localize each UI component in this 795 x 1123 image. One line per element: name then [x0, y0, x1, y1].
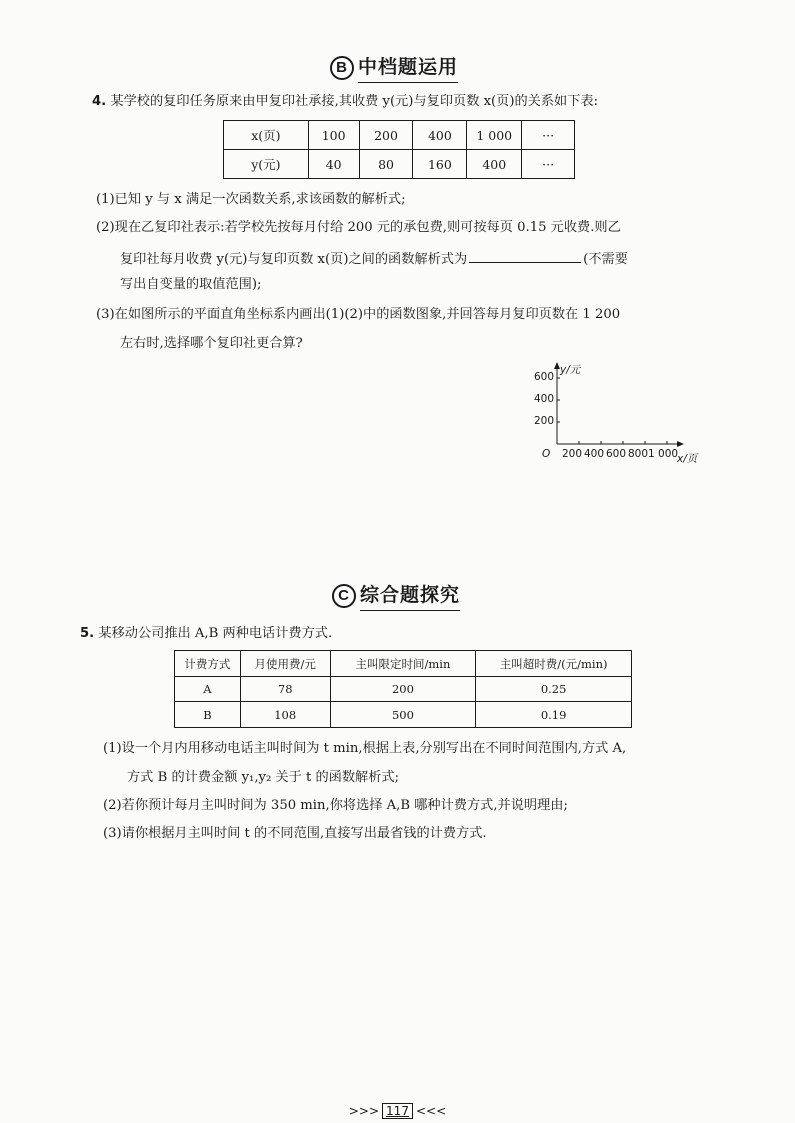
q4-cell: ···	[522, 150, 575, 179]
page-footer	[0, 1103, 795, 1119]
q5-header-cell: 计费方式	[175, 651, 241, 677]
q5-stem: 某移动公司推出 A,B 两种电话计费方式.	[98, 626, 333, 641]
q4-part2-line1: (2)现在乙复印社表示:若学校先按每月付给 200 元的承包费,则可按每页 0.15 元收费.则乙	[96, 220, 621, 235]
footer-left-arrows: >>>	[348, 1104, 380, 1118]
y-tick-label: 600	[534, 371, 555, 383]
q4-table-row	[224, 150, 575, 179]
q5-cell: 200	[330, 677, 476, 702]
q5-part1-line2: 方式 B 的计费金额 y₁,y₂ 关于 t 的函数解析式;	[127, 770, 400, 785]
x-tick-label: 400	[584, 448, 605, 460]
footer-right-arrows: <<<	[415, 1104, 447, 1118]
x-tick-label: 600	[606, 448, 627, 460]
q5-table-row	[175, 702, 632, 728]
q4-part1: (1)已知 y 与 x 满足一次函数关系,求该函数的解析式;	[96, 192, 406, 207]
x-axis-arrow	[677, 441, 684, 447]
q4-cell: x(页)	[224, 121, 309, 150]
x-axis-label: x/页	[677, 453, 698, 465]
section-b-title: 中档题运用	[358, 52, 458, 83]
q5-cell: A	[175, 677, 241, 702]
q5-part3: (3)请你根据月主叫时间 t 的不同范围,直接写出最省钱的计费方式.	[103, 826, 487, 841]
q5-cell: B	[175, 702, 241, 728]
q5-stem-line	[80, 625, 332, 643]
q4-cell: ···	[522, 121, 575, 150]
q4-cell: 40	[308, 150, 359, 179]
q4-cell: 400	[413, 121, 467, 150]
q4-part3-line1: (3)在如图所示的平面直角坐标系内画出(1)(2)中的函数图象,并回答每月复印页数在 1 200	[96, 307, 621, 322]
y-tick-label: 200	[534, 415, 555, 427]
q5-table	[174, 650, 632, 728]
section-b-header	[330, 52, 458, 83]
q4-cell: 160	[413, 150, 467, 179]
q4-part2-line2	[120, 248, 628, 269]
origin-label: O	[542, 448, 551, 460]
x-tick-label: 1 000	[648, 448, 679, 460]
q5-header-cell: 月使用费/元	[240, 651, 330, 677]
q5-part2: (2)若你预计每月主叫时间为 350 min,你将选择 A,B 哪种计费方式,并说明理由;	[103, 798, 568, 813]
q4-table	[223, 120, 575, 179]
q4-part2-text: 复印社每月收费 y(元)与复印页数 x(页)之间的函数解析式为	[120, 252, 468, 267]
q5-table-row	[175, 677, 632, 702]
q5-cell: 0.25	[476, 677, 632, 702]
q4-cell: 100	[308, 121, 359, 150]
q5-cell: 500	[330, 702, 476, 728]
q5-header-cell: 主叫超时费/(元/min)	[476, 651, 632, 677]
section-c-badge: C	[332, 584, 356, 608]
q5-cell: 0.19	[476, 702, 632, 728]
y-tick-label: 400	[534, 393, 555, 405]
y-axis-label: y/元	[560, 364, 581, 376]
q4-table-row	[224, 121, 575, 150]
q5-part1-line1: (1)设一个月内用移动电话主叫时间为 t min,根据上表,分别写出在不同时间范围内,方式 A,	[103, 741, 627, 756]
section-c-header	[332, 580, 460, 611]
q4-stem: 某学校的复印任务原来由甲复印社承接,其收费 y(元)与复印页数 x(页)的关系如下表:	[110, 94, 599, 109]
q4-cell: 80	[359, 150, 413, 179]
q4-stem-line	[92, 93, 598, 111]
q5-cell: 108	[240, 702, 330, 728]
section-c-title: 综合题探究	[360, 580, 460, 611]
q4-number: 4.	[92, 94, 107, 109]
q4-cell: 1 000	[467, 121, 522, 150]
x-tick-label: 800	[628, 448, 649, 460]
q5-number: 5.	[80, 626, 95, 641]
q4-cell: 200	[359, 121, 413, 150]
x-tick-label: 200	[562, 448, 583, 460]
q4-part2-note: (不需要	[583, 252, 628, 267]
q4-cell: y(元)	[224, 150, 309, 179]
q5-header-cell: 主叫限定时间/min	[330, 651, 476, 677]
answer-blank[interactable]	[469, 248, 581, 263]
q4-cell: 400	[467, 150, 522, 179]
q4-part2-line3: 写出自变量的取值范围);	[120, 277, 262, 292]
q5-cell: 78	[240, 677, 330, 702]
q5-table-header-row	[175, 651, 632, 677]
section-b-badge: B	[330, 56, 354, 80]
q4-part3-line2: 左右时,选择哪个复印社更合算?	[120, 336, 303, 351]
page-number: 117	[382, 1103, 413, 1119]
